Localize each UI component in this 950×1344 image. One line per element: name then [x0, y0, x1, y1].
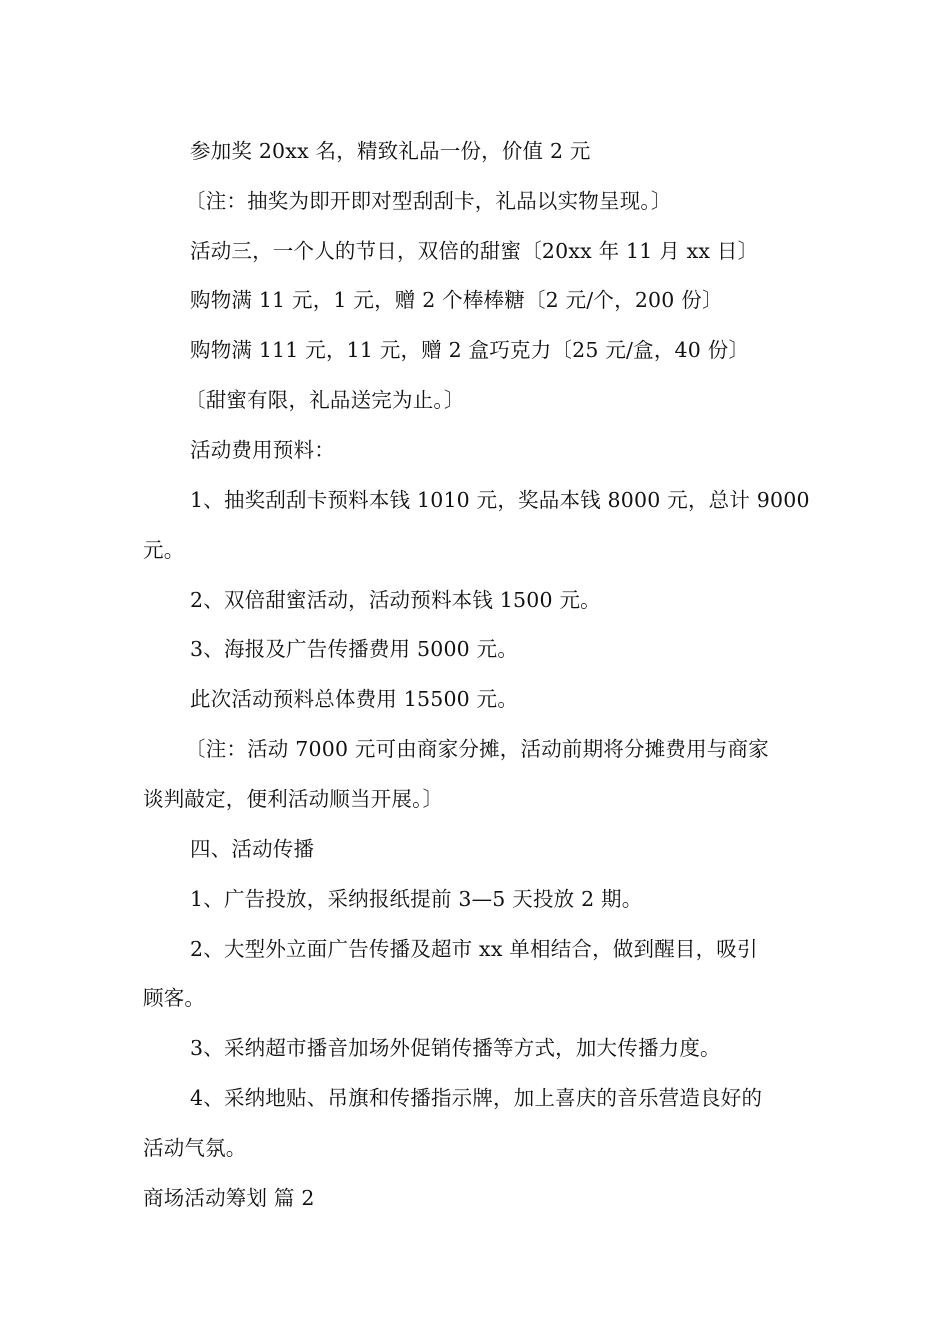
paragraph-line: 3、采纳超市播音加场外促销传播等方式，加大传播力度。 [190, 1036, 721, 1060]
paragraph-line: 参加奖 20xx 名，精致礼品一份，价值 2 元 [190, 139, 591, 163]
paragraph-line: 1、广告投放，采纳报纸提前 3—5 天投放 2 期。 [190, 887, 643, 911]
article-heading: 商场活动筹划 篇 2 [143, 1186, 315, 1210]
paragraph-line: 2、大型外立面广告传播及超市 xx 单相结合，做到醒目，吸引 [190, 937, 758, 961]
paragraph-line: 购物满 111 元，11 元，赠 2 盒巧克力〔25 元/盒，40 份〕 [190, 338, 750, 362]
paragraph-line: 元。 [143, 538, 185, 562]
paragraph-line: 购物满 11 元，1 元，赠 2 个棒棒糖〔2 元/个，200 份〕 [190, 288, 723, 312]
paragraph-line: 活动气氛。 [143, 1136, 247, 1160]
section-heading: 四、活动传播 [190, 837, 315, 861]
paragraph-line: 〔甜蜜有限，礼品送完为止。〕 [185, 388, 465, 412]
paragraph-line: 2、双倍甜蜜活动，活动预料本钱 1500 元。 [190, 588, 601, 612]
paragraph-line: 4、采纳地贴、吊旗和传播指示牌，加上喜庆的音乐营造良好的 [190, 1086, 763, 1110]
paragraph-line: 活动费用预料： [190, 438, 335, 462]
paragraph-line: 活动三，一个人的节日，双倍的甜蜜〔20xx 年 11 月 xx 日〕 [190, 239, 759, 263]
paragraph-line: 3、海报及广告传播费用 5000 元。 [190, 637, 519, 661]
paragraph-line: 顾客。 [143, 986, 206, 1010]
paragraph-line: 〔注：抽奖为即开即对型刮刮卡，礼品以实物呈现。〕 [185, 189, 672, 213]
paragraph-line: 谈判敲定，便利活动顺当开展。〕 [143, 787, 444, 811]
paragraph-line: 〔注：活动 7000 元可由商家分摊，活动前期将分摊费用与商家 [185, 737, 769, 761]
paragraph-line: 此次活动预料总体费用 15500 元。 [190, 687, 519, 711]
paragraph-line: 1、抽奖刮刮卡预料本钱 1010 元，奖品本钱 8000 元，总计 9000 [190, 488, 810, 512]
